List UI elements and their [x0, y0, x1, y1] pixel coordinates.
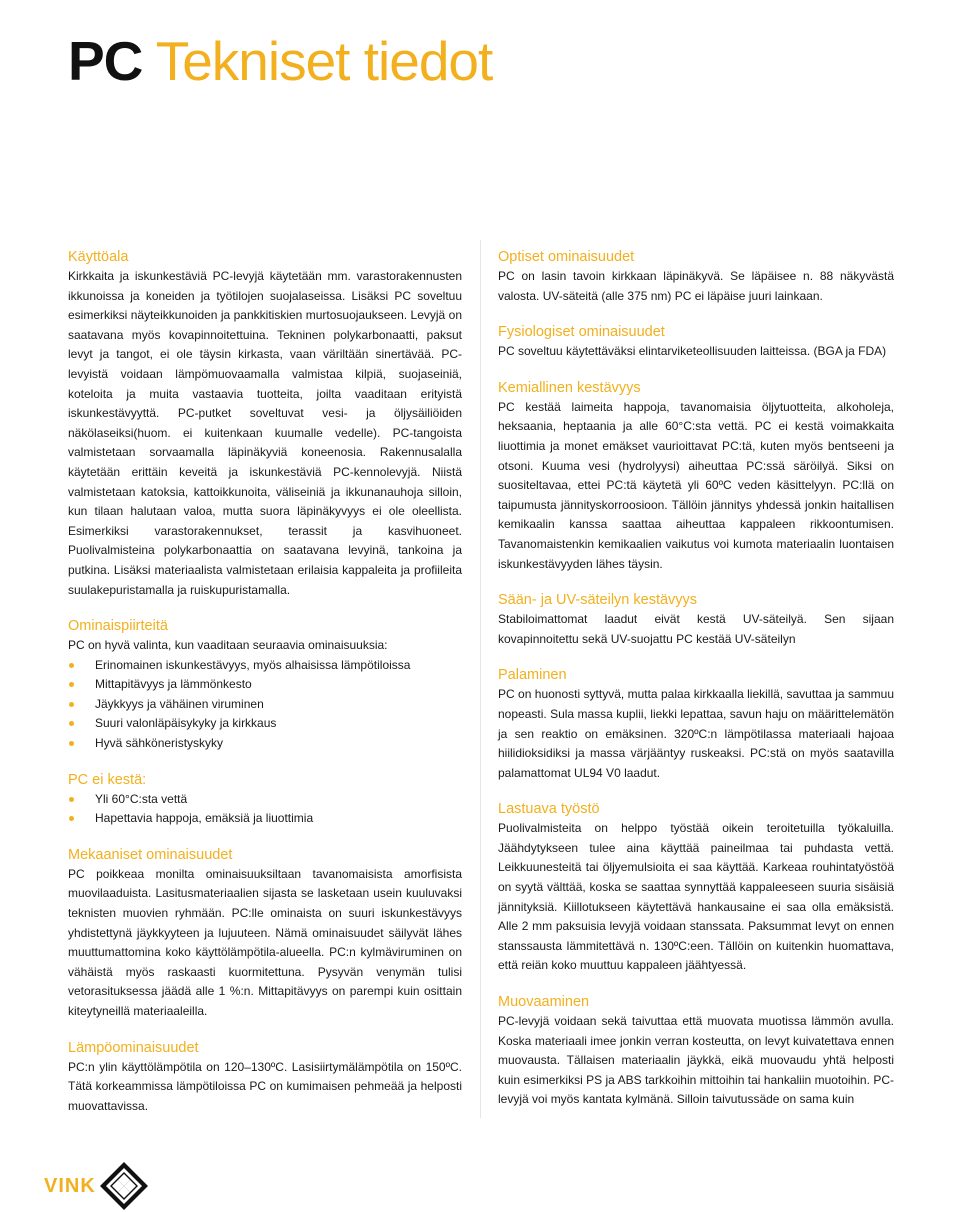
heading-ei-kesta: PC ei kestä: [68, 771, 147, 788]
list-item [68, 734, 462, 754]
bullet-icon [69, 682, 74, 687]
list-item [68, 714, 462, 734]
text-kemiallinen: PC kestää laimeita happoja, tavanomaisia öljytuotteita, alkoholeja, heksaania, heptaania ja alle 60°C:sta vettä. PC ei kestä voimakkaita liuottimia ja monet emäkset vaurioittavat PC:tä, kuten myös bentseeni ja otsoni. Kuuma vesi (hydrolyysi) aiheuttaa PC:ssä säröilyä. Siksi on suositeltavaa, ettei PC:tä käytetä yli 60ºC veden käsittelyyn. PC:llä on taipumusta jännityskorroosioon. Tällöin jännitys yhdessä jonkin haitallisen kemikaalin kanssa saattaa aiheuttaa kappaleen rikkoontumisen. Tavanomaistenkin kemikaalien vaikutus voi kumota materiaalin luontaisen iskunkestävyyden lähes täysin. [498, 399, 894, 571]
heading-lastuava: Lastuava työstö [498, 801, 600, 818]
text-saan: Stabiloimattomat laadut eivät kestä UV-säteilyä. Sen sijaan kovapinnoitettu sekä UV-suojattu PC kestää UV-säteilyn [498, 612, 894, 646]
logo-text: VINK [44, 1175, 96, 1197]
heading-ominaispiirteita: Ominaispiirteitä [68, 618, 168, 635]
page-title [68, 28, 492, 94]
vink-logo [44, 1160, 150, 1212]
section-lastuava [498, 799, 894, 976]
bullet-icon [69, 797, 74, 802]
heading-muovaaminen: Muovaaminen [498, 994, 590, 1011]
section-ominaispiirteita [68, 616, 462, 754]
section-saan [498, 590, 894, 649]
title-bold: PC [68, 30, 143, 92]
heading-palaminen: Palaminen [498, 667, 567, 684]
list-ei-kesta [68, 790, 462, 829]
heading-mekaaniset: Mekaaniset ominaisuudet [68, 846, 233, 863]
heading-kayttoala: Käyttöala [68, 249, 129, 265]
section-lampo [68, 1038, 462, 1117]
list-item-text: Hyvä sähköneristyskyky [95, 736, 224, 751]
list-item [68, 809, 462, 829]
right-column [498, 247, 894, 1110]
section-muovaaminen [498, 992, 894, 1110]
heading-fysiologiset: Fysiologiset ominaisuudet [498, 324, 665, 341]
bullet-icon [69, 663, 74, 668]
list-item [68, 656, 462, 676]
list-ominaispiirteita [68, 656, 462, 754]
section-kemiallinen [498, 378, 894, 574]
list-item [68, 695, 462, 715]
list-item-text: Mittapitävyys ja lämmönkesto [95, 677, 252, 692]
list-item-text: Jäykkyys ja vähäinen viruminen [95, 696, 264, 711]
column-divider [480, 240, 481, 1118]
bullet-icon [69, 816, 74, 821]
list-item [68, 790, 462, 810]
list-item-text: Yli 60°C:sta vettä [95, 791, 188, 806]
section-mekaaniset [68, 845, 462, 1022]
section-optiset [498, 247, 894, 306]
bullet-icon [69, 721, 74, 726]
section-kayttoala [68, 247, 462, 600]
text-kayttoala: Kirkkaita ja iskunkestäviä PC-levyjä käytetään mm. varastorakennusten ikkunoissa ja koneiden ja työtilojen suojalaseissa. Lisäksi PC soveltuu esimerkiksi näyteikkunoiden ja pankkitiskien murtosuojaukseen. Levyjä on saatavana myös kovapinnoitettuina. Tekninen polykarbonaatti, paksut levyt ja tangot, ei ole täysin kirkasta, vaan väriltään sinertävää. PC-levyistä voidaan lämpömuovaamalla valmistaa kilpiä, suojaseiniä, koteloita ja muita vastaavia tuotteita, joilta vaaditaan erityistä iskunkestävyyttä. PC-putket soveltuvat vesi- ja öljysäiliöiden näkölaseiksi(huom. ei kuitenkaan kuumalle vedelle). PC-tangoista valmistetaan sorvaamalla läpinäkyviä koneenosia. Rakennusalalla käytetään erittäin keveitä ja iskunkestäviä PC-kennolevyjä. Niistä valmistetaan katoksia, kattoikkunoita, väliseiniä ja ikkunanauhoja silloin, kun tilaan halutaan valoa, mutta suora läpinäkyvyys ei ole oleellista. Esimerkiksi varastorakennukset, terassit ja kasvihuoneet. Puolivalmisteina polykarbonaattia on saatavana levyinä, tankoina ja putkina. Lisäksi materiaalista valmistetaan erilaisia kappaleita ja profiileita suulakepuristamalla ja ruiskupuristamalla. [68, 269, 462, 597]
section-palaminen [498, 665, 894, 783]
heading-lampo: Lämpöominaisuudet [68, 1039, 199, 1056]
list-item-text: Hapettavia happoja, emäksiä ja liuottimia [95, 811, 314, 826]
text-muovaaminen: PC-levyjä voidaan sekä taivuttaa että muovata muotissa lämmön avulla. Koska materiaali imee jonkin verran kosteutta, on levyt kuivatettava ennen muovausta. Tällaisen materiaalin jäykkä, eikä muovaudu yhtä helposti kuin esimerkiksi PS ja ABS tarkkoihin mittoihin tai hankaliin muotoihin. PC-levyjä voi myös kantata kylmänä. Silloin taivutussäde on sama kuin [498, 1014, 894, 1107]
section-fysiologiset [498, 322, 894, 362]
title-rest: Tekniset tiedot [142, 30, 493, 92]
text-fysiologiset: PC soveltuu käytettäväksi elintarviketeollisuuden laitteissa. (BGA ja FDA) [498, 344, 887, 359]
text-optiset: PC on lasin tavoin kirkkaan läpinäkyvä. Se läpäisee n. 88 näkyvästä valosta. UV-säteitä (alle 375 nm) PC ei läpäise juuri lainkaan. [498, 269, 894, 303]
text-lampo: PC:n ylin käyttölämpötila on 120–130ºC. Lasisiirtymälämpötila on 150ºC. Tätä korkeammissa lämpötiloissa PC on kumimaisen pehmeää ja helposti muovattavissa. [68, 1059, 462, 1113]
bullet-icon [69, 702, 74, 707]
intro-ominaispiirteita: PC on hyvä valinta, kun vaaditaan seuraavia ominaisuuksia: [68, 638, 388, 653]
list-item-text: Suuri valonläpäisykyky ja kirkkaus [95, 716, 277, 731]
text-palaminen: PC on huonosti syttyvä, mutta palaa kirkkaalla liekillä, savuttaa ja sammuu nopeasti. Sula massa kuplii, liekki lepattaa, savun haju on määrittelemätön ja sen reaktio on emäksinen. 320ºC:n lämpötilassa materiaali hajoaa hiilidioksidiksi ja massa värjääntyy ruskeaksi. PC:stä on myös saatavilla palamattomat UL94 V0 laadut. [498, 687, 894, 780]
list-item [68, 675, 462, 695]
list-item-text: Erinomainen iskunkestävyys, myös alhaisissa lämpötiloissa [95, 657, 411, 672]
heading-optiset: Optiset ominaisuudet [498, 249, 635, 265]
bullet-icon [69, 741, 74, 746]
left-column [68, 247, 462, 1116]
section-ei-kesta [68, 770, 462, 829]
text-lastuava: Puolivalmisteita on helppo työstää oikein teroitetuilla työkaluilla. Jäähdytykseen tulee aina käyttää paineilmaa tai puhdasta vettä. Leikkuunesteitä tai öljyemulsioita ei saa käyttää. Karkeaa rouhintatyöstöä on syytä välttää, koska se saattaa synnyttää kappaleeseen suuria sisäisiä jännityksiä. Kiillotukseen käytettävä hankausaine ei saa olla emäksistä. Alle 2 mm paksuisia levyjä voidaan stanssata. Paksummat levyt on ennen stanssausta lämmitettävä n. 130ºC:een. Tällöin on kuitenkin huomattava, että reiän koko muuttuu kappaleen jäähtyessä. [498, 821, 894, 973]
text-mekaaniset: PC poikkeaa monilta ominaisuuksiltaan tavanomaisista amorfisista muovilaaduista. Lasitusmateriaalien sijasta se lasketaan usein kuuluvaksi teknisten muovien ryhmään. PC:lle ominaista on suuri iskunkestävyys yhdistettynä jäykkyyteen ja lujuuteen. Nämä ominaisuudet säilyvät lähes muuttumattomina koko käyttölämpötila-alueella. PC:n kylmäviruminen on vähäistä myös raskaasti kuormitettuna. Pysyvän venymän tulisi vetorasituksessa jäädä alle 1 %:n. Mittapitävyys on parempi kuin osittain kiteytyneillä materiaaleilla. [68, 866, 462, 1018]
diamond-lattice-icon [98, 1160, 150, 1212]
heading-kemiallinen: Kemiallinen kestävyys [498, 379, 641, 396]
heading-saan: Sään- ja UV-säteilyn kestävyys [498, 592, 698, 609]
